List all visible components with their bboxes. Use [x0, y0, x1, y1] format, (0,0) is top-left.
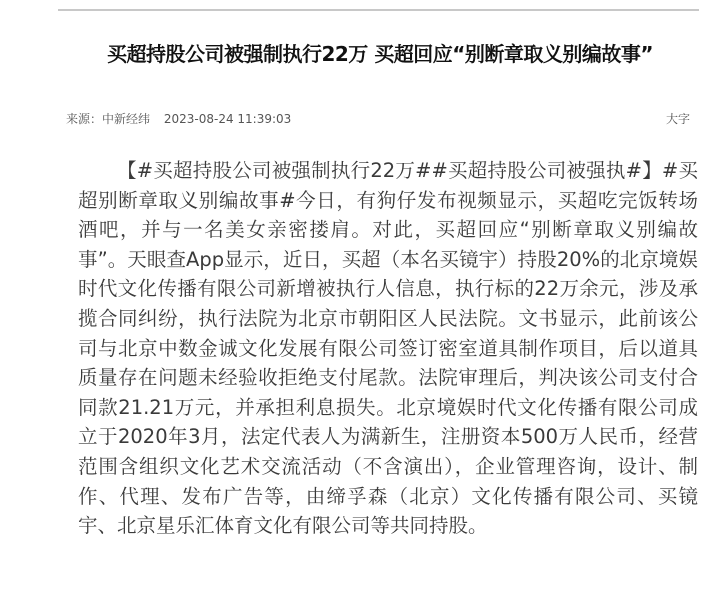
article-body: 【#买超持股公司被强制执行22万##买超持股公司被强执#】#买超别断章取义别编故事#今日，有狗仔发布视频显示，买超吃完饭转场酒吧，并与一名美女亲密搂肩。对此，买超回应“别断章取义别编故事”。天眼查App显示，近日，买超（本名买镜宇）持股20%的北京境娱时代文化传播有限公司新增被执行人信息，执行标的22万余元，涉及承揽合同纠纷，执行法院为北京市朝阳区人民法院。文书显示，此前该公司与北京中数金诚文化发展有限公司签订密室道具制作项目，后以道具质量存在问题未经验收拒绝支付尾款。法院审理后，判决该公司支付合同款21.21万元，并承担利息损失。北京境娱时代文化传播有限公司成立于2020年3月，法定代表人为满新生，注册资本500万人民币，经营范围含组织文化艺术交流活动（不含演出），企业管理咨询，设计、制作、代理、发布广告等，由缔孚森（北京）文化传播有限公司、买镜宇、北京星乐汇体育文化有限公司等共同持股。	[78, 159, 698, 538]
publish-datetime: 2023-08-24 11:39:03	[163, 112, 292, 126]
article-meta	[66, 110, 301, 127]
article-title: 买超持股公司被强制执行22万 买超回应“别断章取义别编故事”	[106, 42, 654, 66]
large-font-button[interactable]: 大字	[665, 112, 690, 126]
source-label: 来源：	[66, 112, 103, 126]
top-divider	[58, 9, 699, 11]
source-name: 中新经纬	[102, 112, 151, 126]
